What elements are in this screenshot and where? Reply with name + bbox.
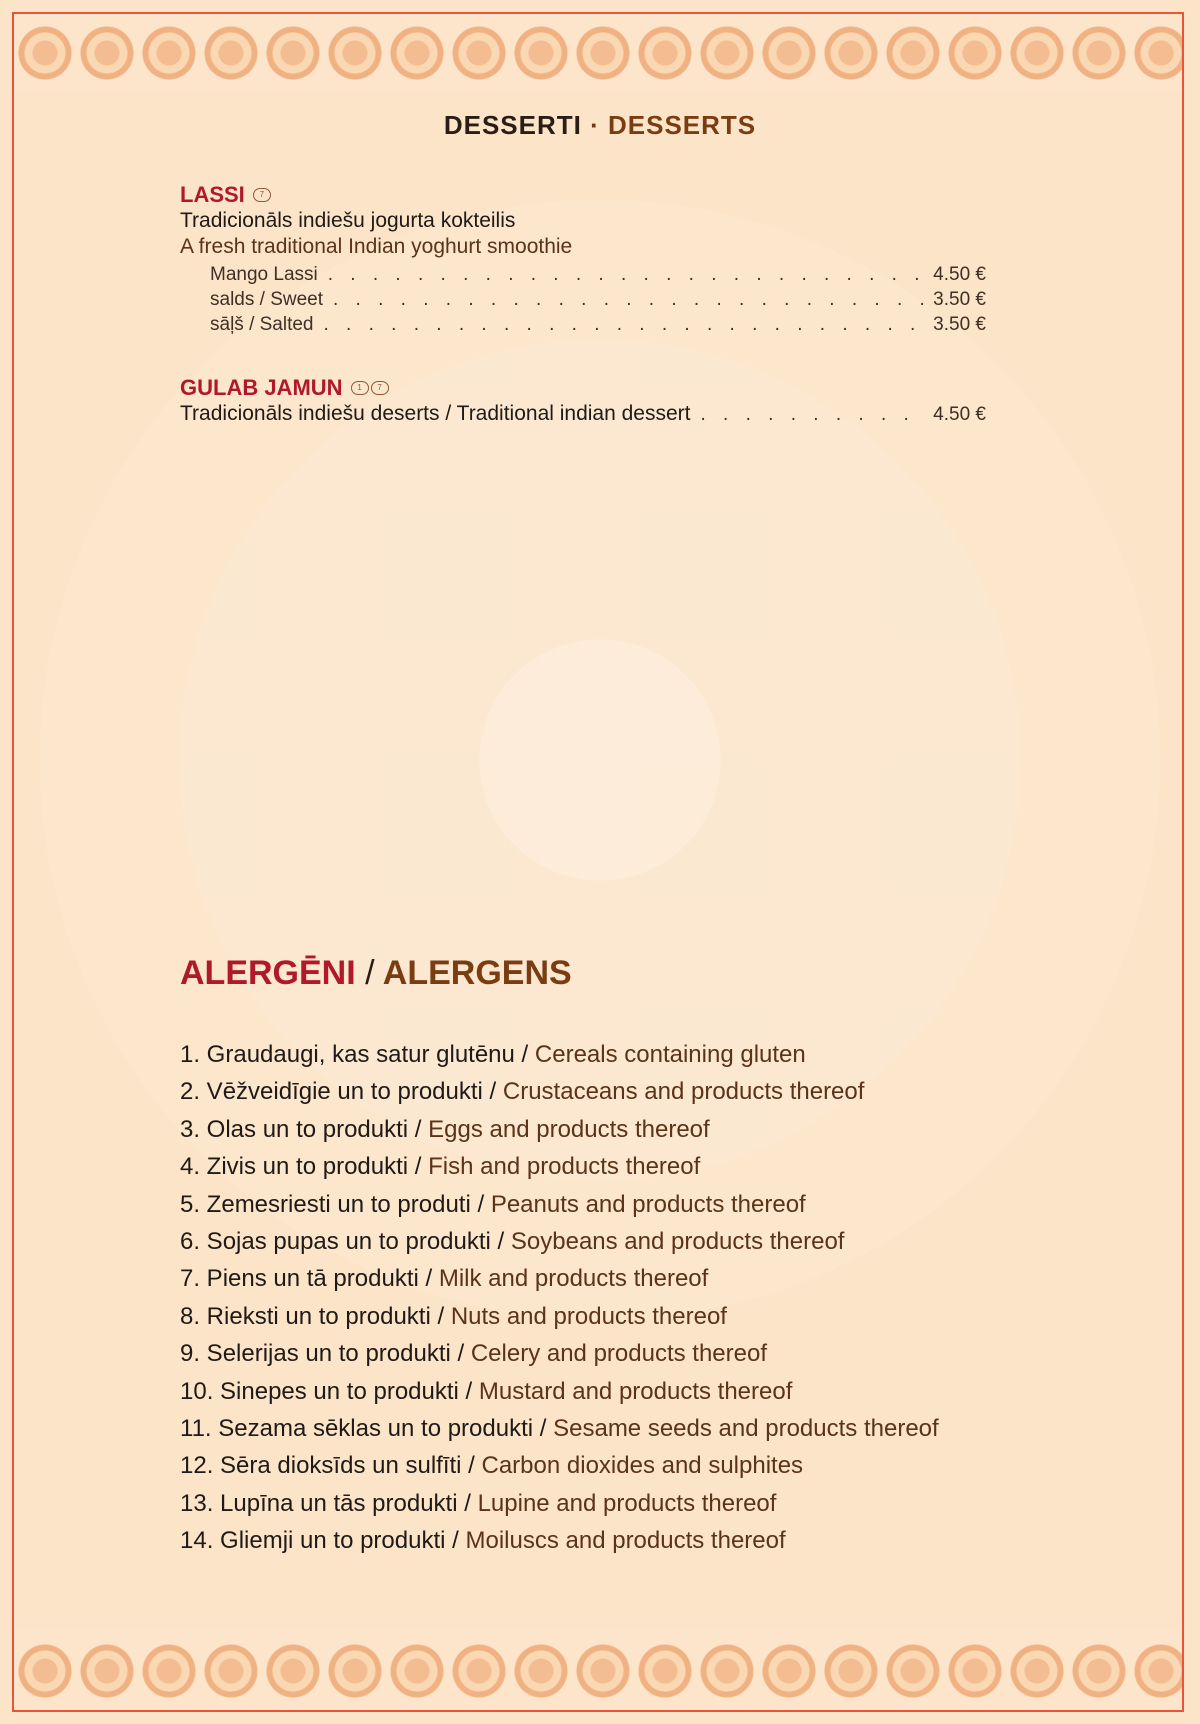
variant-price: 3.50 € [933,289,986,310]
section-title-lv: DESSERTI [443,110,582,140]
list-item: 9. Selerijas un to produkti / Celery and products thereof [180,1340,768,1368]
allergens-title [180,954,572,993]
allergen-en: Crustaceans and products thereof [502,1078,865,1106]
section-title-separator: · [590,110,600,140]
allergen-lv: 11. Sezama sēklas un to produkti [180,1415,534,1443]
allergen-en: Nuts and products thereof [450,1302,727,1330]
variant-price: 4.50 € [933,264,986,285]
allergen-en: Carbon dioxides and sulphites [481,1452,804,1480]
allergen-lv: 5. Zemesriesti un to produti [180,1190,471,1218]
allergen-lv: 9. Selerijas un to produkti [180,1340,451,1368]
allergen-lv: 4. Zivis un to produkti [180,1153,409,1181]
list-item: 12. Sēra dioksīds un sulfīti / Carbon dioxides and sulphites [180,1452,804,1480]
dot-leader [333,287,923,312]
dot-leader [701,402,924,427]
list-item: 10. Sinepes un to produkti / Mustard and products thereof [180,1377,793,1405]
section-title [0,110,1200,141]
allergens-title-en: ALERGENS [382,954,572,992]
variant-price: 3.50 € [933,314,986,335]
menu-item-lassi [180,182,986,337]
item-name-text: LASSI [180,182,245,207]
item-price-row [180,401,986,427]
section-title-en: DESSERTS [608,110,757,140]
allergen-badge: 7 [371,381,389,395]
item-name-text: GULAB JAMUN [180,375,343,400]
menu-item-gulab-jamun [180,375,986,427]
list-item: 11. Sezama sēklas un to produkti / Sesame seeds and products thereof [180,1415,939,1443]
allergen-lv: 7. Piens un tā produkti [180,1265,419,1293]
list-item: 8. Rieksti un to produkti / Nuts and products thereof [180,1302,727,1330]
allergen-lv: 14. Gliemji un to produkti [180,1527,446,1555]
allergen-badge: 1 [351,381,369,395]
allergen-lv: 6. Sojas pupas un to produkti [180,1228,491,1256]
dessert-menu [180,182,986,465]
list-item: 1. Graudaugi, kas satur glutēnu / Cereals containing gluten [180,1041,806,1068]
allergen-en: Peanuts and products thereof [490,1190,806,1218]
item-variants [210,262,986,337]
dot-leader [324,312,924,337]
allergen-lv: 8. Rieksti un to produkti [180,1302,431,1330]
allergen-en: Celery and products thereof [470,1340,768,1368]
list-item: 14. Gliemji un to produkti / Moiluscs and products thereof [180,1527,786,1555]
item-description-lv: Tradicionāls indiešu jogurta kokteilis [180,209,516,232]
allergen-lv: 2. Vēžveidīgie un to produkti [180,1078,483,1106]
allergen-en: Eggs and products thereof [428,1115,710,1143]
allergen-list [180,1036,939,1560]
list-item: 4. Zivis un to produkti / Fish and products thereof [180,1153,701,1181]
list-item: 2. Vēžveidīgie un to produkti / Crustaceans and products thereof [180,1078,865,1106]
variant-row [210,287,986,312]
variant-label: Mango Lassi [210,264,318,285]
variant-row [210,312,986,337]
allergen-lv: 10. Sinepes un to produkti [180,1377,459,1405]
allergen-en: Fish and products thereof [428,1153,701,1181]
variant-row [210,262,986,287]
list-item: 3. Olas un to produkti / Eggs and products thereof [180,1115,710,1143]
allergen-lv: 13. Lupīna un tās produkti [180,1489,458,1517]
list-item: 6. Sojas pupas un to produkti / Soybeans and products thereof [180,1228,845,1256]
list-item: 7. Piens un tā produkti / Milk and products thereof [180,1265,709,1293]
list-item: 13. Lupīna un tās produkti / Lupine and products thereof [180,1489,777,1517]
allergens-title-lv: ALERGĒNI [180,954,356,992]
allergen-en: Sesame seeds and products thereof [553,1415,939,1443]
item-name [180,375,986,401]
allergen-en: Milk and products thereof [438,1265,709,1293]
list-item: 5. Zemesriesti un to produti / Peanuts and products thereof [180,1190,806,1218]
allergen-en: Mustard and products thereof [478,1377,793,1405]
allergen-lv: 1. Graudaugi, kas satur glutēnu [180,1041,515,1068]
item-name [180,182,986,208]
allergen-en: Cereals containing gluten [534,1041,806,1068]
allergen-lv: 3. Olas un to produkti [180,1115,409,1143]
item-description: Tradicionāls indiešu deserts / Traditional indian dessert [180,402,691,425]
allergen-en: Moiluscs and products thereof [465,1527,786,1555]
allergen-en: Lupine and products thereof [477,1489,777,1517]
variant-label: sāļš / Salted [210,314,314,335]
dot-leader [328,262,923,287]
allergen-badge: 7 [253,188,271,202]
allergen-en: Soybeans and products thereof [510,1228,845,1256]
allergen-lv: 12. Sēra dioksīds un sulfīti [180,1452,462,1480]
allergens-title-separator: / [365,954,375,992]
variant-label: salds / Sweet [210,289,323,310]
item-price: 4.50 € [933,404,986,425]
item-description-en: A fresh traditional Indian yoghurt smoothie [180,235,573,258]
